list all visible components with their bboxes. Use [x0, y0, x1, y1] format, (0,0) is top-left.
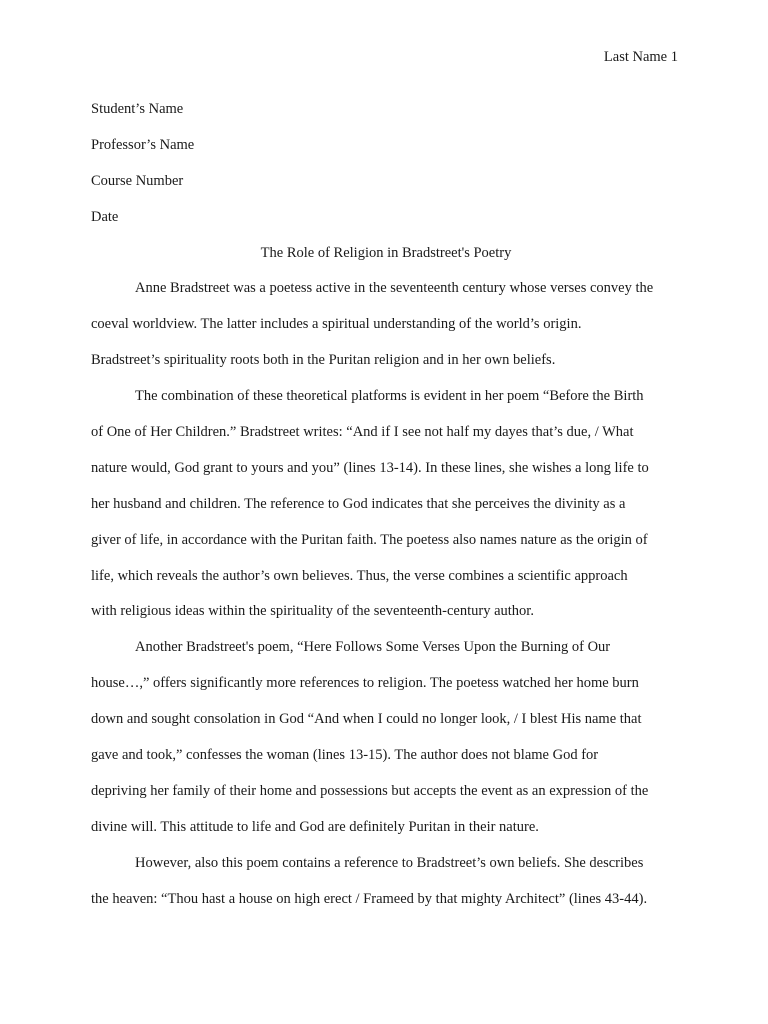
paragraph-line: down and sought consolation in God “And when I could no longer look, / I blest His name that — [91, 711, 642, 728]
paragraph-line: Another Bradstreet's poem, “Here Follows Some Verses Upon the Burning of Our — [135, 639, 611, 656]
course-number: Course Number — [91, 172, 184, 189]
paragraph-line: The combination of these theoretical platforms is evident in her poem “Before the Birth — [135, 388, 644, 405]
paragraph-line: depriving her family of their home and possessions but accepts the event as an expression of the — [91, 782, 649, 799]
paragraph-line: life, which reveals the author’s own believes. Thus, the verse combines a scientific approach — [91, 567, 628, 584]
paragraph-line: divine will. This attitude to life and God are definitely Puritan in their nature. — [91, 818, 539, 835]
paragraph-line: of One of Her Children.” Bradstreet writes: “And if I see not half my dayes that’s due, / What — [91, 424, 634, 441]
paragraph-line: nature would, God grant to yours and you” (lines 13-14). In these lines, she wishes a long life to — [91, 459, 649, 476]
paragraph-line: giver of life, in accordance with the Puritan faith. The poetess also names nature as the origin of — [91, 531, 648, 548]
paragraph-line: However, also this poem contains a reference to Bradstreet’s own beliefs. She describes — [135, 854, 644, 871]
essay-body — [91, 92, 681, 917]
paragraph-line: Anne Bradstreet was a poetess active in the seventeenth century whose verses convey the — [135, 280, 654, 297]
student-name: Student’s Name — [91, 101, 184, 117]
paragraph-line: with religious ideas within the spirituality of the seventeenth-century author. — [91, 603, 534, 620]
paragraph-line: gave and took,” confesses the woman (lines 13-15). The author does not blame God for — [91, 747, 599, 764]
paragraph-line: coeval worldview. The latter includes a spiritual understanding of the world’s origin. — [91, 316, 582, 333]
paragraph-line: Bradstreet’s spirituality roots both in the Puritan religion and in her own beliefs. — [91, 352, 556, 369]
essay-title: The Role of Religion in Bradstreet's Poetry — [260, 244, 512, 261]
professor-name: Professor’s Name — [91, 136, 195, 153]
paragraph-line: her husband and children. The reference to God indicates that she perceives the divinity as a — [91, 495, 626, 512]
paragraph-line: house…,” offers significantly more references to religion. The poetess watched her home burn — [91, 675, 639, 692]
running-head: Last Name 1 — [603, 49, 678, 65]
paragraph-line: the heaven: “Thou hast a house on high erect / Frameed by that mighty Architect” (lines 43-44). — [91, 890, 648, 907]
date-line: Date — [91, 208, 119, 225]
